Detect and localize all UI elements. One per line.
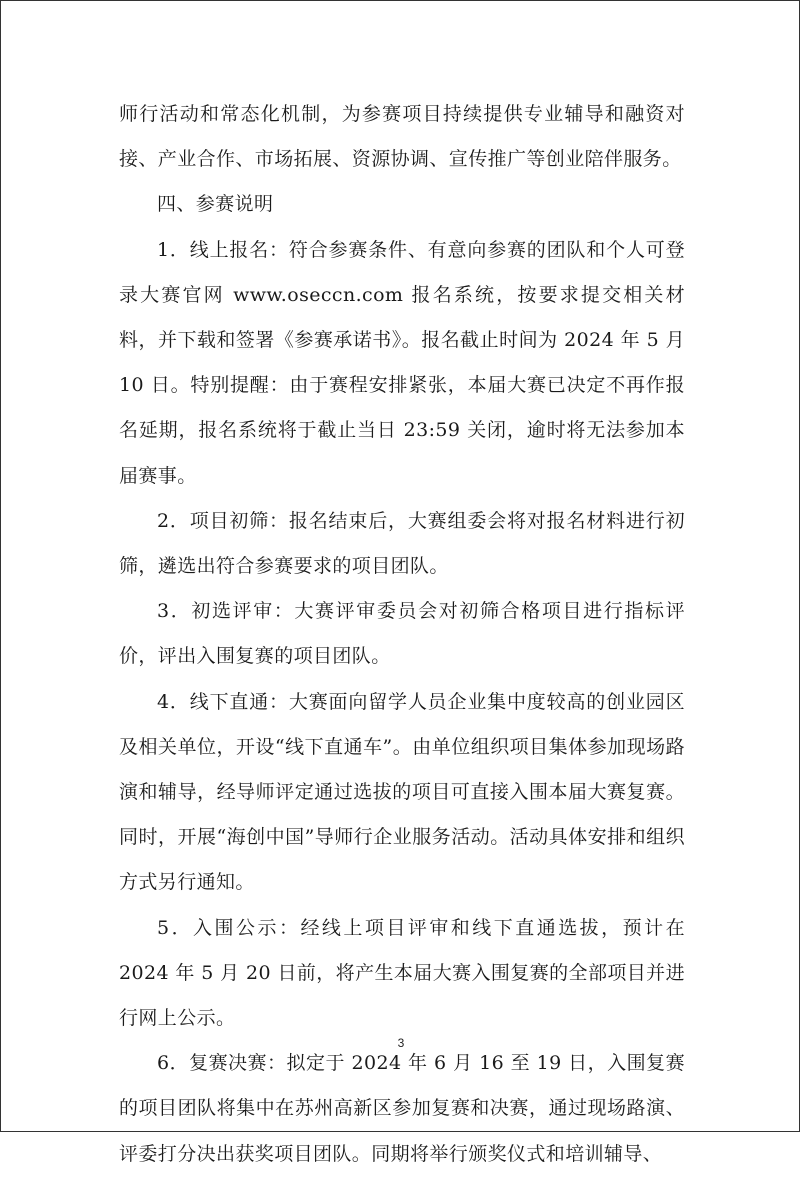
section-heading: 四、参赛说明 [157,193,274,216]
paragraph-semifinal-final: 6．复赛决赛：拟定于 2024 年 6 月 16 至 19 日，入围复赛的项目团队将集中在苏州高新区参加复赛和决赛，通过现场路演、评委打分决出获奖项目团队。同期将举行颁奖仪式和培训辅导、 [119,1052,685,1165]
paragraph-offline-direct: 4．线下直通：大赛面向留学人员企业集中度较高的创业园区及相关单位，开设“线下直通车”。由单位组织项目集体参加现场路演和辅导，经导师评定通过选拔的项目可直接入围本届大赛复赛。同时，开展“海创中国”导师行企业服务活动。活动具体安排和组织方式另行通知。 [119,690,685,894]
paragraph-preliminary-review: 3．初选评审：大赛评审委员会对初筛合格项目进行指标评价，评出入围复赛的项目团队。 [119,600,685,668]
paragraph-online-registration: 1．线上报名：符合参赛条件、有意向参赛的团队和个人可登录大赛官网 www.oseccn.com 报名系统，按要求提交相关材料，并下载和签署《参赛承诺书》。报名截止时间为 2024 年 5 月 10 日。特别提醒：由于赛程安排紧张，本届大赛已决定不再作报名延期，报名系统将于截止当日 23:59 关闭，逾时将无法参加本届赛事。 [119,238,685,487]
paragraph-shortlist-announcement: 5．入围公示：经线上项目评审和线下直通选拔，预计在 2024 年 5 月 20 日前，将产生本届大赛入围复赛的全部项目并进行网上公示。 [119,916,685,1030]
paragraph-initial-screening: 2．项目初筛：报名结束后，大赛组委会将对报名材料进行初筛，遴选出符合参赛要求的项目团队。 [119,509,685,578]
document-body [119,92,685,1177]
page-number: 3 [397,1036,405,1050]
paragraph-continuation: 师行活动和常态化机制，为参赛项目持续提供专业辅导和融资对接、产业合作、市场拓展、资源协调、宣传推广等创业陪伴服务。 [119,103,685,171]
